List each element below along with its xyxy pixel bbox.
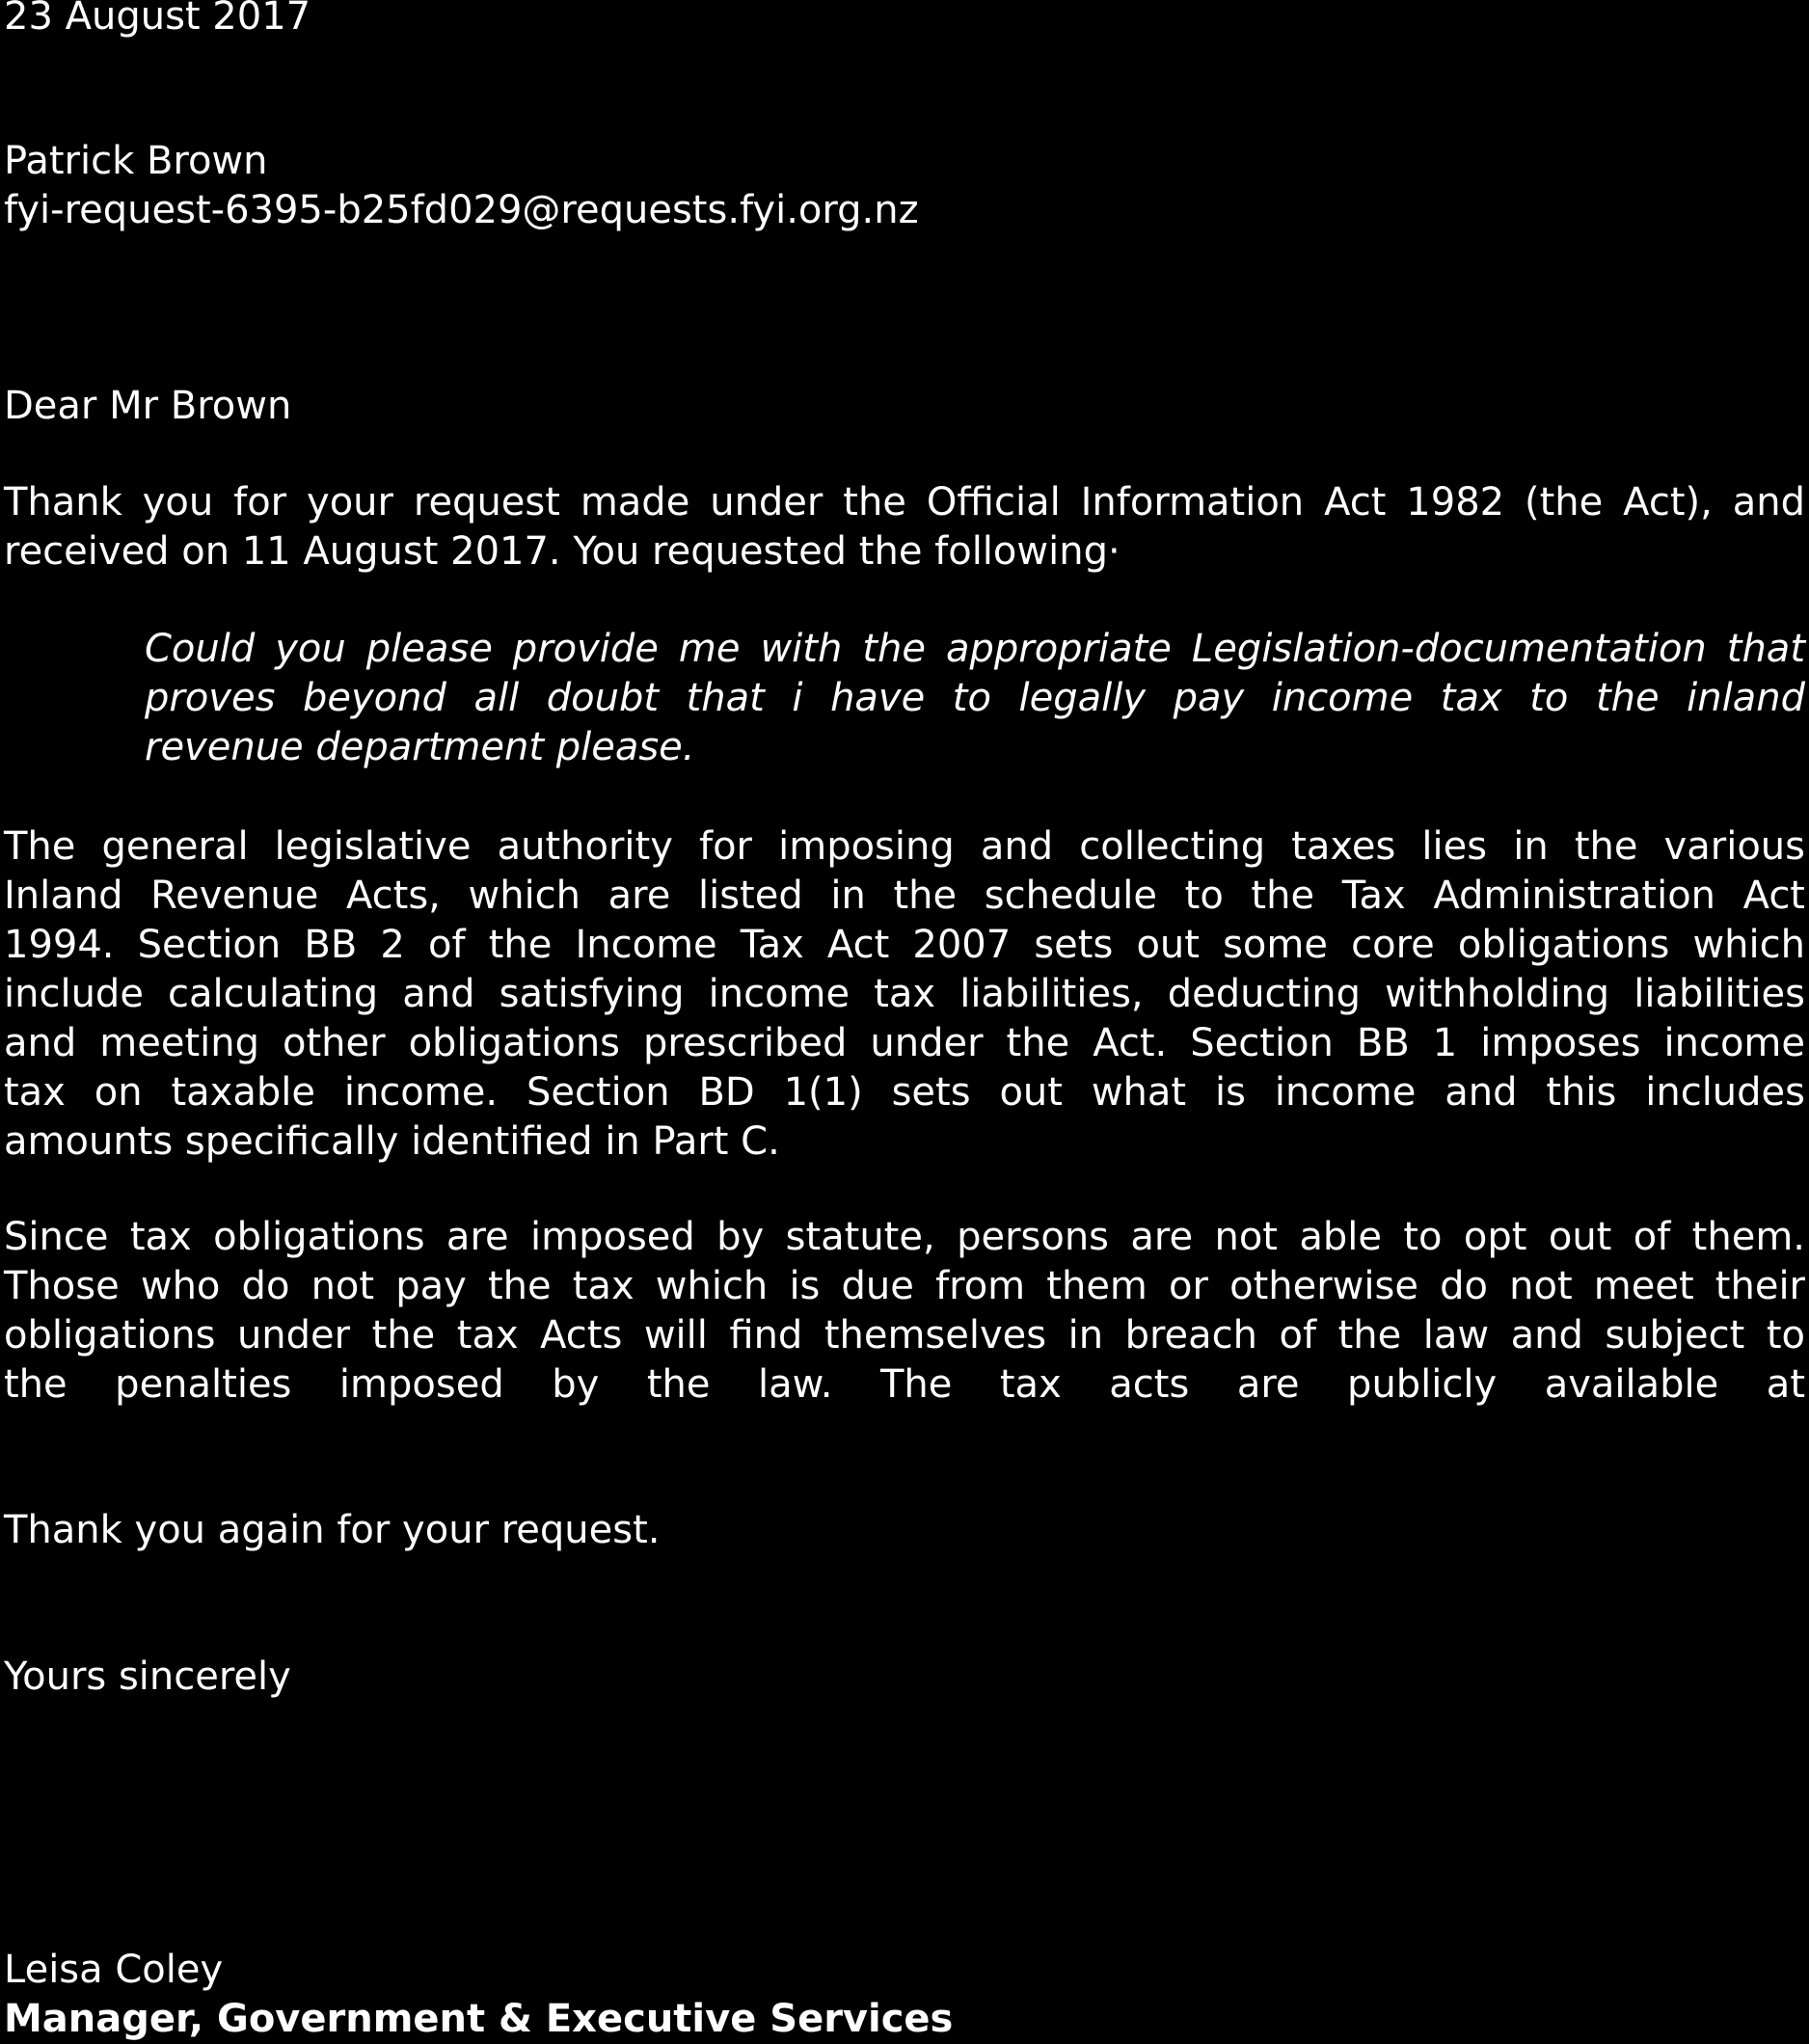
signoff bbox=[4, 1653, 1805, 1702]
obligations-paragraph bbox=[4, 1213, 1805, 1410]
salutation bbox=[4, 382, 1805, 431]
legislation-paragraph bbox=[4, 822, 1805, 1167]
paragraph-line: include calculating and satisfying income tax liabilities, deducting withholding liabilities bbox=[4, 972, 1805, 1016]
signoff-text: Yours sincerely bbox=[4, 1654, 291, 1699]
salutation-text: Dear Mr Brown bbox=[4, 384, 292, 428]
intro-line: Thank you for your request made under the Official Information Act 1982 (the Act), and bbox=[4, 480, 1805, 524]
recipient-block bbox=[4, 137, 1805, 235]
paragraph-line: Those who do not pay the tax which is due from them or otherwise do not meet their bbox=[4, 1264, 1805, 1308]
signature-block bbox=[4, 1946, 1805, 2044]
quote-line: revenue department please. bbox=[145, 725, 695, 769]
closing bbox=[4, 1506, 1805, 1555]
paragraph-line: and meeting other obligations prescribed under the Act. Section BB 1 imposes income bbox=[4, 1021, 1805, 1065]
paragraph-line: Since tax obligations are imposed by statute, persons are not able to opt out of them. bbox=[4, 1215, 1805, 1259]
paragraph-line: obligations under the tax Acts will find themselves in breach of the law and subject to bbox=[4, 1313, 1805, 1358]
recipient-name: Patrick Brown bbox=[4, 139, 268, 183]
letter-date bbox=[4, 0, 1805, 41]
paragraph-line: The general legislative authority for imposing and collecting taxes lies in the various bbox=[4, 824, 1805, 869]
date-text: 23 August 2017 bbox=[4, 0, 311, 39]
closing-text: Thank you again for your request. bbox=[4, 1508, 661, 1552]
intro-paragraph bbox=[4, 478, 1805, 577]
signatory-title: Manager, Government & Executive Services bbox=[4, 1997, 954, 2041]
signatory-name: Leisa Coley bbox=[4, 1948, 224, 1992]
quote-line: proves beyond all doubt that i have to legally pay income tax to the inland bbox=[145, 676, 1805, 720]
intro-line: received on 11 August 2017. You requested the following· bbox=[4, 529, 1120, 574]
paragraph-line: amounts specifically identified in Part C. bbox=[4, 1119, 780, 1164]
paragraph-line: tax on taxable income. Section BD 1(1) sets out what is income and this includes bbox=[4, 1070, 1805, 1115]
request-quote bbox=[145, 625, 1805, 772]
quote-line: Could you please provide me with the appropriate Legislation-documentation that bbox=[145, 627, 1805, 671]
paragraph-line: the penalties imposed by the law. The tax acts are publicly available at bbox=[4, 1362, 1805, 1407]
paragraph-line: 1994. Section BB 2 of the Income Tax Act 2007 sets out some core obligations which bbox=[4, 923, 1805, 967]
paragraph-line: Inland Revenue Acts, which are listed in the schedule to the Tax Administration Act bbox=[4, 874, 1805, 918]
recipient-email: fyi-request-6395-b25fd029@requests.fyi.org.nz bbox=[4, 188, 919, 232]
